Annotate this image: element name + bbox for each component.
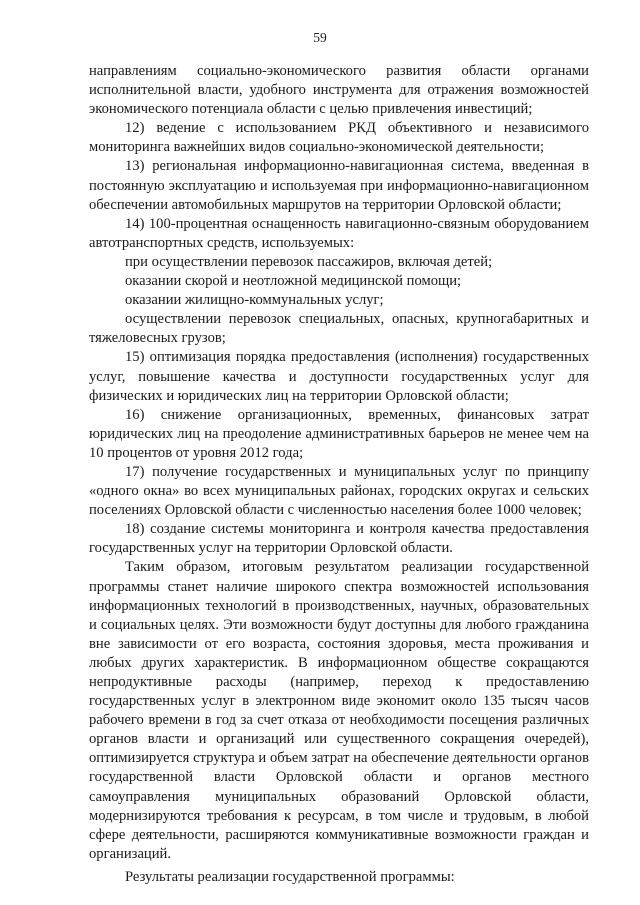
summary-paragraph: Таким образом, итоговым результатом реализации государственной программы станет наличие широкого спектра возможностей использования информационных технологий в производственных, научных, образовательных и социальных целях. Эти возможности будут доступны для любого гражданина вне зависимости от его возраста, состояния здоровья, места проживания и любых других характеристик. В информационном обществе сокращаются непродуктивные расходы (например, переход к предоставлению государственных услуг в электронном виде экономит около 135 тысяч часов рабочего времени в год за счет отказа от необходимости посещения различных органов власти и организаций или существенного сокращения очередей), оптимизируется структура и объем затрат на обеспечение деятельности органов государственной власти Орловской области и органов местного самоуправления муниципальных образований Орловской области, модернизируются требования к ресурсам, в том числе и трудовым, в любой сфере деятельности, расширяются коммуникативные возможности граждан и организаций. xyxy=(89,559,589,862)
results-heading: Результаты реализации государственной программы: xyxy=(125,868,455,885)
list-item-17: 17) получение государственных и муниципальных услуг по принципу «одного окна» во всех муниципальных районах, городских округах и сельских поселениях Орловской области с численностью населения более 1000 человек; xyxy=(89,463,589,519)
sub-item-medical: оказании скорой и неотложной медицинской помощи; xyxy=(125,273,462,290)
sub-item-housing: оказании жилищно-коммунальных услуг; xyxy=(125,292,384,309)
document-body xyxy=(89,62,589,887)
list-item-14: 14) 100-процентная оснащенность навигационно-связным оборудованием автотранспортных средств, используемых: xyxy=(89,215,589,251)
page-number: 59 xyxy=(313,30,327,45)
paragraph-continuation: направлениям социально-экономического развития области органами исполнительной власти, удобного инструмента для отражения возможностей экономического потенциала области с целью привлечения инвестиций; xyxy=(89,63,589,118)
list-item-15: 15) оптимизация порядка предоставления (исполнения) государственных услуг, повышение качества и доступности государственных услуг для физических и юридических лиц на территории Орловской области; xyxy=(89,349,589,404)
list-item-18: 18) создание системы мониторинга и контроля качества предоставления государственных услуг на территории Орловской области. xyxy=(89,521,589,557)
sub-item-cargo: осуществлении перевозок специальных, опасных, крупногабаритных и тяжеловесных грузов; xyxy=(89,311,589,347)
list-item-12: 12) ведение с использованием РКД объективного и независимого мониторинга важнейших видов социально-экономической деятельности; xyxy=(89,120,589,156)
list-item-16: 16) снижение организационных, временных, финансовых затрат юридических лиц на преодоление административных барьеров не менее чем на 10 процентов от уровня 2012 года; xyxy=(89,406,589,461)
list-item-13: 13) региональная информационно-навигационная система, введенная в постоянную эксплуатацию и используемая при информационно-навигационном обеспечении автомобильных маршрутов на территории Орловской области; xyxy=(89,158,589,213)
sub-item-passengers: при осуществлении перевозок пассажиров, включая детей; xyxy=(125,253,493,270)
